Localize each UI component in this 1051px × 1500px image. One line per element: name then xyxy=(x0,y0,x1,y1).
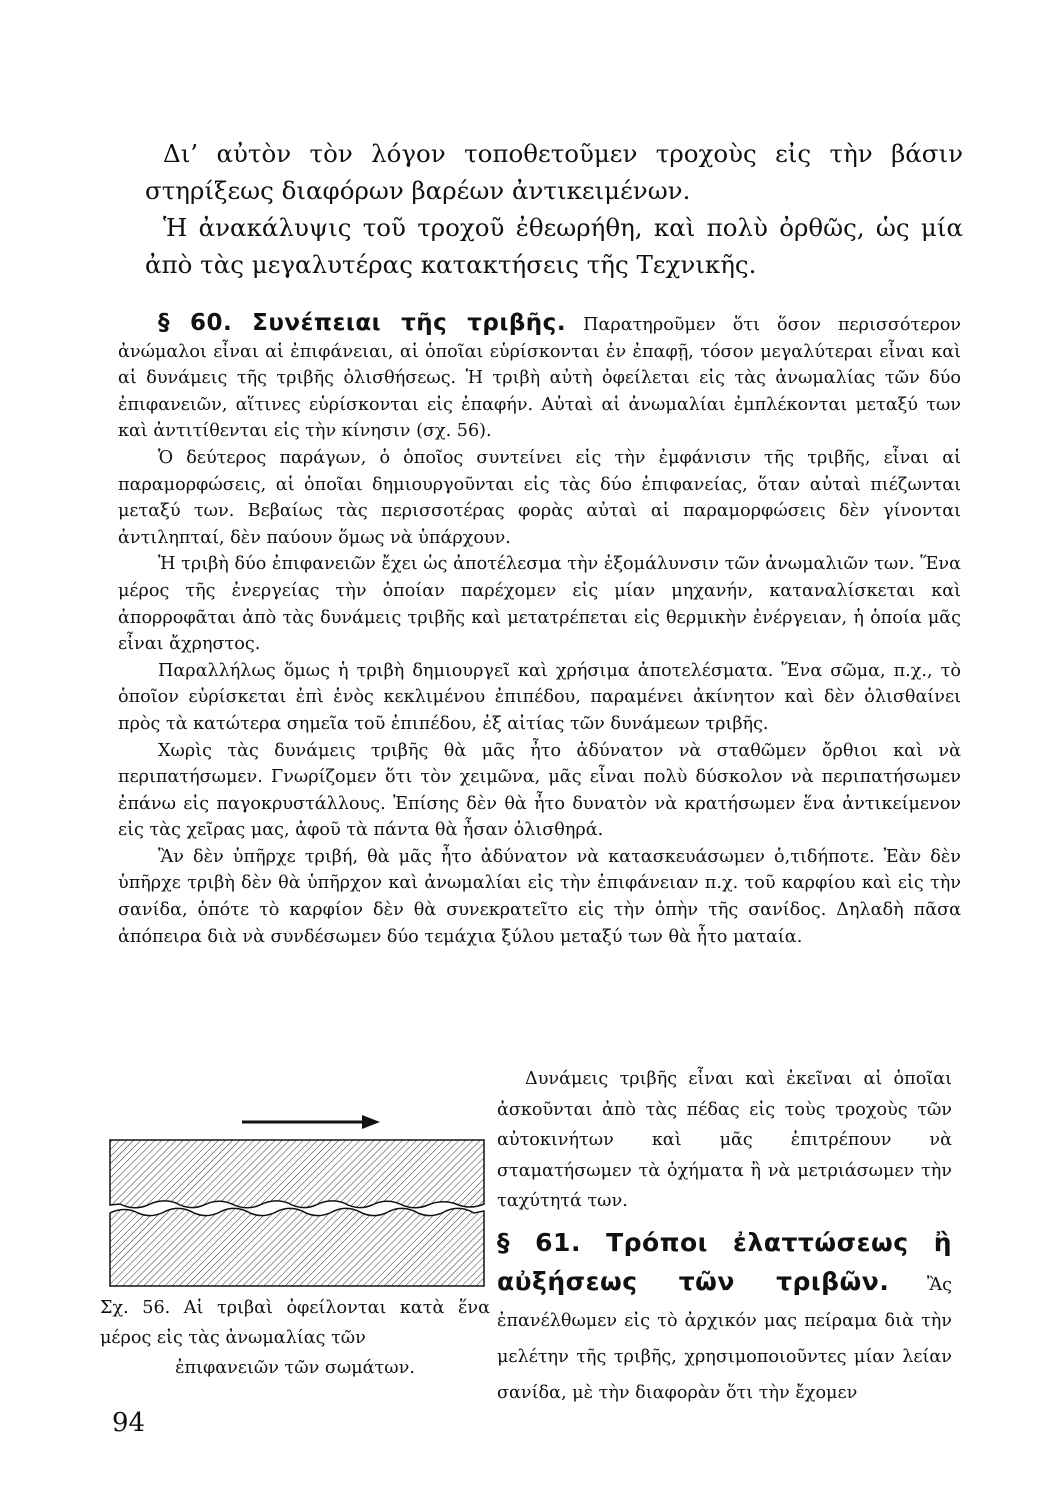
section-60-paragraph-1 xyxy=(118,310,961,445)
section-61-heading: § 61. Τρόποι ἐλαττώσεως ἢ αὐξήσεως τῶν τριβῶν. xyxy=(497,1228,952,1296)
figure-56 xyxy=(100,1110,490,1310)
lower-body xyxy=(110,1208,484,1286)
section-61-text: Ἂς ἐπανέλθωμεν εἰς τὸ ἀρχικόν μας πείραμα διὰ τὴν μελέτην τῆς τριβῆς, χρησιμοποιοῦντες μίαν λείαν σανίδα, μὲ τὴν διαφορὰν ὅτι τὴν ἔχομεν xyxy=(497,1275,953,1403)
section-60-heading: § 60. Συνέπειαι τῆς τριβῆς. xyxy=(158,310,567,336)
intro-block xyxy=(145,135,963,283)
figure-56-caption-last-line: ἐπιφανειῶν τῶν σωμάτων. xyxy=(175,1358,415,1378)
intro-paragraph-2: Ἡ ἀνακάλυψις τοῦ τροχοῦ ἐθεωρήθη, καὶ πολὺ ὀρθῶς, ὡς μία ἀπὸ τὰς μεγαλυτέρας κατακτήσεις τῆς Τεχνικῆς. xyxy=(145,213,963,279)
figure-56-caption xyxy=(100,1293,490,1383)
brakes-paragraph-column xyxy=(497,1064,952,1217)
section-60-paragraph-2: Ὁ δεύτερος παράγων, ὁ ὁποῖος συντείνει εἰς τὴν ἐμφάνισιν τῆς τριβῆς, εἶναι αἱ παραμορφώσεις, αἱ ὁποῖαι δημιουργοῦνται εἰς τὰς δύο ἐπιφανείας, ὅταν αὐταὶ πιέζωνται μεταξύ των. Βεβαίως τὰς περισσοτέρας φορὰς αὐταὶ αἱ παραμορφώσεις δὲν γίνονται ἀντιληπταί, δὲν παύουν ὅμως νὰ ὑπάρχουν. xyxy=(118,447,961,548)
section-60-paragraph-4: Παραλλήλως ὅμως ἡ τριβὴ δημιουργεῖ καὶ χρήσιμα ἀποτελέσματα. Ἕνα σῶμα, π.χ., τὸ ὁποῖον εὑρίσκεται ἐπὶ ἑνὸς κεκλιμένου ἐπιπέδου, παραμένει ἀκίνητον καὶ δὲν ὀλισθαίνει πρὸς τὰ κατώτερα σημεῖα τοῦ ἐπιπέδου, ἐξ αἰτίας τῶν δυνάμεων τριβῆς. xyxy=(118,660,961,734)
section-60 xyxy=(118,310,961,950)
friction-surfaces-illustration xyxy=(100,1110,490,1300)
section-61-paragraph xyxy=(497,1225,952,1411)
section-60-paragraph-3: Ἡ τριβὴ δύο ἐπιφανειῶν ἔχει ὡς ἀποτέλεσμα τὴν ἐξομάλυνσιν τῶν ἀνωμαλιῶν των. Ἕνα μέρος τῆς ἐνεργείας τὴν ὁποίαν παρέχομεν εἰς μίαν μηχανήν, καταναλίσκεται καὶ ἀπορροφᾶται ἀπὸ τὰς δυνάμεις τριβῆς καὶ μετατρέπεται εἰς θερμικὴν ἐνέργειαν, ἡ ὁποία μᾶς εἶναι ἄχρηστος. xyxy=(118,554,961,655)
section-60-paragraph-7: Δυνάμεις τριβῆς εἶναι καὶ ἐκεῖναι αἱ ὁποῖαι ἀσκοῦνται ἀπὸ τὰς πέδας εἰς τοὺς τροχοὺς τῶν αὐτοκινήτων καὶ μᾶς ἐπιτρέπουν νὰ σταματήσωμεν τὰ ὀχήματα ἢ νὰ μετριάσωμεν τὴν ταχύτητά των. xyxy=(497,1069,952,1211)
section-60-paragraph-5: Χωρὶς τὰς δυνάμεις τριβῆς θὰ μᾶς ἦτο ἀδύνατον νὰ σταθῶμεν ὄρθιοι καὶ νὰ περιπατήσωμεν. Γνωρίζομεν ὅτι τὸν χειμῶνα, μᾶς εἶναι πολὺ δύσκολον νὰ περιπατήσωμεν ἐπάνω εἰς παγοκρυστάλλους. Ἐπίσης δὲν θὰ ἦτο δυνατὸν νὰ κρατήσωμεν ἕνα ἀντικείμενον εἰς τὰς χεῖρας μας, ἀφοῦ τὰ πάντα θὰ ἦσαν ὀλισθηρά. xyxy=(118,740,961,841)
section-60-text-1: Παρατηροῦμεν ὅτι ὅσον περισσότερον ἀνώμαλοι εἶναι αἱ ἐπιφάνειαι, αἱ ὁποῖαι εὑρίσκονται ἐν ἐπαφῇ, τόσον μεγαλύτεραι εἶναι καὶ αἱ δυνάμεις τῆς τριβῆς ὀλισθήσεως. Ἡ τριβὴ αὐτὴ ὀφείλεται εἰς τὰς ἀνωμαλίας τῶν δύο ἐπιφανειῶν, αἵτινες εὑρίσκονται εἰς ἐπαφήν. Αὐταὶ αἱ ἀνωμαλίαι ἐμπλέκονται μεταξύ των καὶ ἀντιτίθενται εἰς τὴν κίνησιν (σχ. 56). xyxy=(118,315,962,442)
figure-56-caption-main: Σχ. 56. Αἱ τριβαὶ ὀφείλονται κατὰ ἕνα μέρος εἰς τὰς ἀνωμαλίας τῶν xyxy=(100,1298,490,1348)
intro-paragraph-1: Δι’ αὐτὸν τὸν λόγον τοποθετοῦμεν τροχοὺς εἰς τὴν βάσιν στηρίξεως διαφόρων βαρέων ἀντικειμένων. xyxy=(145,139,963,205)
page-number: 94 xyxy=(112,1408,146,1438)
section-61 xyxy=(497,1225,952,1411)
upper-body xyxy=(110,1140,484,1208)
motion-arrow xyxy=(242,1115,380,1129)
section-60-paragraph-6: Ἂν δὲν ὑπῆρχε τριβή, θὰ μᾶς ἦτο ἀδύνατον νὰ κατασκευάσωμεν ὁ,τιδήποτε. Ἐὰν δὲν ὑπῆρχε τριβὴ δὲν θὰ ὑπῆρχον καὶ ἀνωμαλίαι εἰς τὴν ἐπιφάνειαν π.χ. τοῦ καρφίου καὶ εἰς τὴν σανίδα, ὁπότε τὸ καρφίον δὲν θὰ συνεκρατεῖτο εἰς τὴν ὀπὴν τῆς σανίδος. Δηλαδὴ πᾶσα ἀπόπειρα διὰ νὰ συνδέσωμεν δύο τεμάχια ξύλου μεταξύ των θὰ ἦτο ματαία. xyxy=(118,846,961,947)
